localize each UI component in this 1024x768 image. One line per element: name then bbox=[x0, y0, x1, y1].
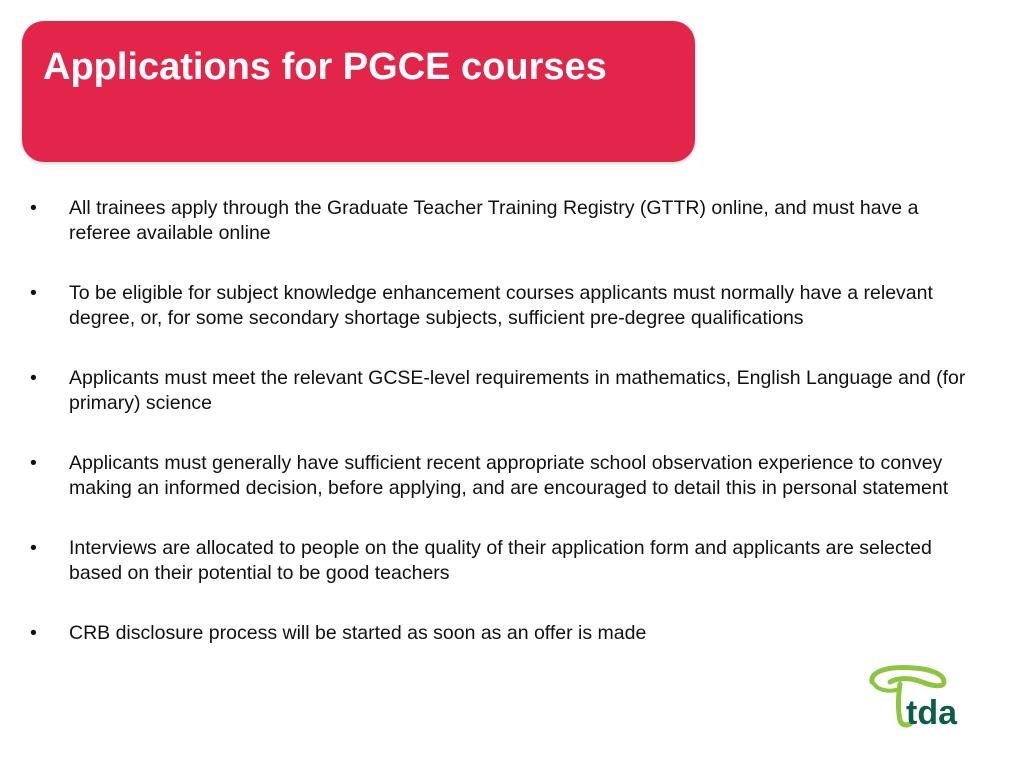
bullet-item bbox=[30, 366, 970, 415]
bullet-text: Interviews are allocated to people on the quality of their application form and applicants are selected based on their potential to be good teachers bbox=[69, 537, 932, 584]
tda-logo-icon bbox=[862, 660, 972, 732]
bullet-dot: • bbox=[30, 452, 37, 474]
bullet-item bbox=[30, 451, 970, 500]
bullet-text: All trainees apply through the Graduate Teacher Training Registry (GTTR) online, and must have a referee available online bbox=[69, 197, 919, 244]
bullet-item bbox=[30, 621, 970, 646]
bullet-dot: • bbox=[30, 197, 37, 219]
bullet-text: Applicants must generally have sufficient recent appropriate school observation experience to convey making an informed decision, before applying, and are encouraged to detail this in personal statement bbox=[69, 452, 949, 499]
slide-title: Applications for PGCE courses bbox=[43, 46, 607, 88]
logo-swirl-tail bbox=[874, 684, 896, 691]
bullet-text: To be eligible for subject knowledge enhancement courses applicants must normally have a relevant degree, or, for some secondary shortage subjects, sufficient pre-degree qualifications bbox=[69, 282, 933, 329]
bullet-item bbox=[30, 281, 970, 330]
bullet-dot: • bbox=[30, 622, 37, 644]
logo-swirl bbox=[872, 668, 944, 686]
bullet-item bbox=[30, 536, 970, 585]
title-banner bbox=[22, 21, 695, 162]
bullet-text: CRB disclosure process will be started as soon as an offer is made bbox=[69, 622, 647, 644]
bullet-dot: • bbox=[30, 282, 37, 304]
bullet-dot: • bbox=[30, 367, 37, 389]
bullet-text: Applicants must meet the relevant GCSE-level requirements in mathematics, English Language and (for primary) science bbox=[69, 367, 966, 414]
bullet-item bbox=[30, 196, 970, 245]
logo-text: tda bbox=[906, 694, 957, 732]
bullet-dot: • bbox=[30, 537, 37, 559]
bullet-list bbox=[30, 196, 970, 682]
